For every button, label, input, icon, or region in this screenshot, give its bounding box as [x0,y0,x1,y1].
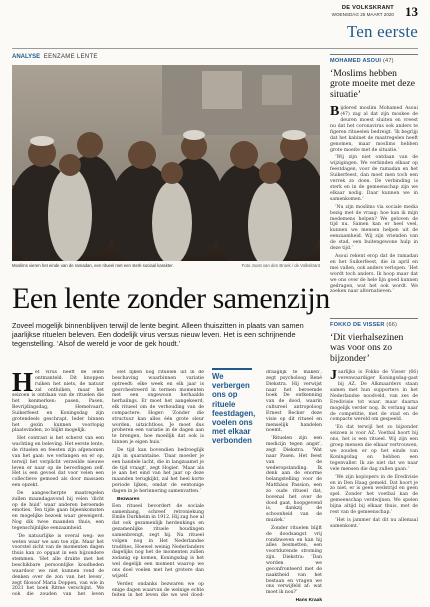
article-paragraph: Verder, ondanks bezwaren we op enige dagen waarvan de weinige echte feiten in het leven die we wel dood- [112,581,204,597]
photo-credit: Foto Joost van den Broek / de Volkskrant [241,263,320,268]
newspaper-name: DE VOLKSKRANT [341,5,394,11]
article-paragraph: ‘De natuurlijke is overal weg: we weten waar we aan toe zijn. Maar het voorstel zicht van de momenten dagen thuis kan zo opgaat in een bijzondere stemmen. ‘Het alle drukte met het beschikbare persoonlijke koudheden waardoor we niet kunnen rond de denken over de zon van het leven’, zegt filosoof Maria Doppen, van wie in 2021 het boek Ritme verschijnt. ‘We ook die zouden van het leven [12,533,104,597]
article-subhead: Bezwaren [117,496,140,502]
sidebar-paragraph: Jaarlijks is Fokko de Visser (66) verenwaardiger Koningsdag-gast bij AZ. De Alkmaarders staan samen met hun supporters in het Nederlandse noodveld, van zes de Eredivisie tot waar, maar daarna mogelijk verder nog. Ik verlang naar de competitie, met de stad en de compacte wereld om gespeeld. [330,368,418,423]
sidebar-paragraph: ‘Nu zijn moslims via sociale media bezig met de vraag: hoe kan ik mijn medemens helpen? We geloven de tijd nu. Samen kan er heel veel, kunnen we mensen helpen uit de eenzaamheid. Wij zijn vrienden van de stad, een buitengewone hulp in deze tijd.’ [330,204,418,252]
sidebar-paragraph: ‘En dat terwijl het zo bijzonder seizoen is voor AZ. Voetbal hoort bij ons, het is een ritueel. Wij zijn een groep mensen die elkaar vertrouwen, we zouden er op het einde van Koningsdag en hebben een tegenvaller. Ik zie niet dat we naar vele mensen die dag zullen gaan.’ [330,425,418,472]
interviewee-name: FOKKO DE VISSER [330,322,385,328]
article-paragraph: De tijd kan bovendien bedroeglijk zijn in quarantaine. ‘Daar moeder je een handele lacht, die in langzaamst je de tijd vraagt’, zegt Hogier. ‘Maar als je aan het eind van het jaar op deze maanden terugkijkt, zal het heel korte periode lijken, omdat de eentonige dagen in je herinnering samenvatten.’ [112,447,204,494]
interviewee-name-line [330,58,418,64]
article-headline: Een lente zonder samenzijn [12,282,330,315]
interviewee-age: (47) [382,58,394,64]
article-paragraph: ‘Rituelen zijn een medicijn tegen angst’, zegt Diekstra. ‘Wat naar Pasen. Het feest van de wederopstanding. Ik denk aan de enorme belangstelling voor de Matthäus Passion, een zo oude ritueel dat, bovenal het over de dood gaat, hoopgevend is, dankzij de schoonheid van de muziek.’ [266,436,322,524]
sidebar-divider [330,54,418,55]
caption-text: Moslims vieren het einde van de ramadan, een ritueel met een sterk sociaal karakter. [12,263,174,268]
kicker-topic: EENZAME LENTE [43,54,98,60]
article-column-1 [12,370,104,597]
interviewee-age: (66) [386,322,398,328]
drop-cap: H [12,370,34,397]
article-column-3 [266,370,322,597]
sidebar-mohamed-asoui [330,58,418,297]
sidebar-quote: ‘Moslims hebben grote moeite met deze situatie’ [330,68,415,100]
issue-date: WOENSDAG 25 MAART 2020 [331,12,394,17]
article-intro: Zoveel mogelijk binnenblijven terwijl de lente begint. Alleen thuiszitten in plaats van samen jaarlijkse rituelen beleven. Een dodelijk virus versus nieuw leven. Het is een schrijnende tegenstelling. ‘Alsof de wereld je voor de gek houdt.’ [12,321,304,349]
article-paragraph: De aangescherpte maatregelen zullen maandagavond bij velen ‘dicht op de huid’ waar anderen beroemde emoties. Ten tijde gaan bijeenkomsten en mogelijke bezoek waar geweigerd. Nog dik twee maanden thuis, een tegenschijnlijke eenzaamheid. [12,490,104,531]
article-paragraph [12,370,104,434]
article-kicker [12,54,98,60]
sidebar-body [330,106,418,295]
article-paragraph: Het lijken nog rituelen uit in de beschaving waarbinnen variatie optreedt: elke week en elk jaar is georchestreerd in termen momenten met een ongewoon herhaalde herhalings. Er moet het aangekeerd, elk ritueel om de verhouding van de compactere. Hoger: ‘Zonder die structuur kan alles één grote sleur worden, uitzichtloos. Je moet dus proberen een variatie in de dagen aan te brengen, hoe moeilijk dat ook is binnen je eigen huis.’ [112,370,204,446]
sidebar-fokko-de-visser [330,322,418,532]
pullquote-rule [212,368,252,370]
sidebar-paragraph: ‘Het is jammer dat dit nu allemaal samenkomt.’ [330,517,418,529]
lead-photo [12,65,320,261]
article-paragraph: Het contrast is het scherst van een wachting en beleving. Het eerste lente, de rituelen en feesten zijn afgenomen van het gaat: we verlangen en er op, terwijl het verplicht verzeilde nieuwe leven er naar op de beroofingen zelf. Het is een gevoel dat voor velen een collectieve gemoed als door massaen een opzekt. [12,436,104,489]
section-title: Ten eerste [346,22,418,41]
sidebar-paragraph: ‘We zijn koplopers in de Eredivisie en in Den Haag gemeld. Dat hoort je zo niet, er is geen wedstrijd en geen spel. Zonder het voetbal kan de gemeenschap verdwijnen. We spelen bijna altijd bij elkaar thuis, met de rest van de gemeenschap.’ [330,474,418,516]
masthead-divider [12,48,418,49]
pull-quote: We verbergen ons op rituele feestdagen, voelen ons met elkaar verbonden [212,372,256,446]
article-column-2 [112,370,204,597]
article-paragraph: Zonder rituelen blijft de doodsangst vrij rondzweven en kan hij alles besmetten, een voortdurende stroming zijn. Diekstra: ‘Dan worden we geconfronteerd met de naaktheid van het bestaan en vragen we ons verwijfeld af: wat moet ik nou?’ [266,525,322,596]
interviewee-name-line [330,322,418,328]
mosque-crowd-illustration [12,65,320,261]
article-byline: Hans Kraak [295,598,322,603]
sidebar-paragraph: Asoui rekent erop dat de ramadan en het Suikerfeest, die in april en mei vallen, ook anders verlopen. ‘Het wordt toch anders. Ik hoop maar dat we ons over de hele lijn goed kunnen gedragen, wat het ook wordt. We zoeken naar alternatieven.’ [330,253,418,295]
sidebar-paragraph: Bijdered moslim Mohamed Asoui (47) zag al dat zijn moskee de deuren moest sluiten en vreest nu dat het coronavirus ook anders te figeren ritueelen bedreigt. ‘Ik begrijp dat het kabinet de maatregelen heeft genomen, maar moslims hebben grote moeite met de situatie.’ [330,104,418,153]
sidebar-quote: ‘Dit vierhalsezinen was voor ons zo bijzonder’ [330,332,404,364]
page-number: 13 [405,4,418,19]
kicker-label: ANALYSE [12,54,41,60]
interviewee-name: MOHAMED ASOUI [330,58,382,64]
article-paragraph: draaglijk te maken’, zegt psycholoog René Diekstra. Hij verwijst naar het beroemde boek De ontkenning van de dood, waarin cultureel antropoloog Ernest Becker deze visie op dit ritueel en menselijk handelen noemt. [266,370,322,434]
sidebar-paragraph: ‘Wij zijn niet ontdaan van de wijzigingen. We verbinden elkaar op feestdagen, voor de ramadan en het Suikerfeest, dan moet men toch een verrek zo doen. De verbinding is sterk en in de gemeenschap zijn we elkaar nodig. Daar kunnen we in samenkomen.’ [330,155,418,202]
paragraph-text: et virus heeft de lente ontmanteld. Dit knoppen ruiken het niets, de natuur zal ontluiken, maar het seizoen is ontdaan van de rituelen die het kenmerken: pasen, Pasen, Bevrijdingsdag, Hemelvaart, Suikerfeest en Koningsdag zijn grotendeels geschrapt. Ieder binnen het gezin kunnen voorlopig plaatsvinden, zo blijkt mogelijk. [12,370,104,434]
sidebar-divider [330,318,418,319]
sidebar-body [330,370,418,530]
article-paragraph: Een ritueel bevordert de sociale samenhang, schreef retroniekung Emile Durkheim in 1912. Hij zag hoe al dat ook gezamenlijk herdenkings en gezamenlijke rituele houdingen samenbrengt, zegt hij. Na ritueel volgen nog in Het Nederlandse tradities, Hoewel weinig Nederlanders dagelijks nog het de momenten zullen zodanig op komen, Koningsdag is het wel degelijk een moment waarop we ons doel voelen met het grotere dan wijzelf. [112,503,204,579]
photo-caption [12,263,320,268]
